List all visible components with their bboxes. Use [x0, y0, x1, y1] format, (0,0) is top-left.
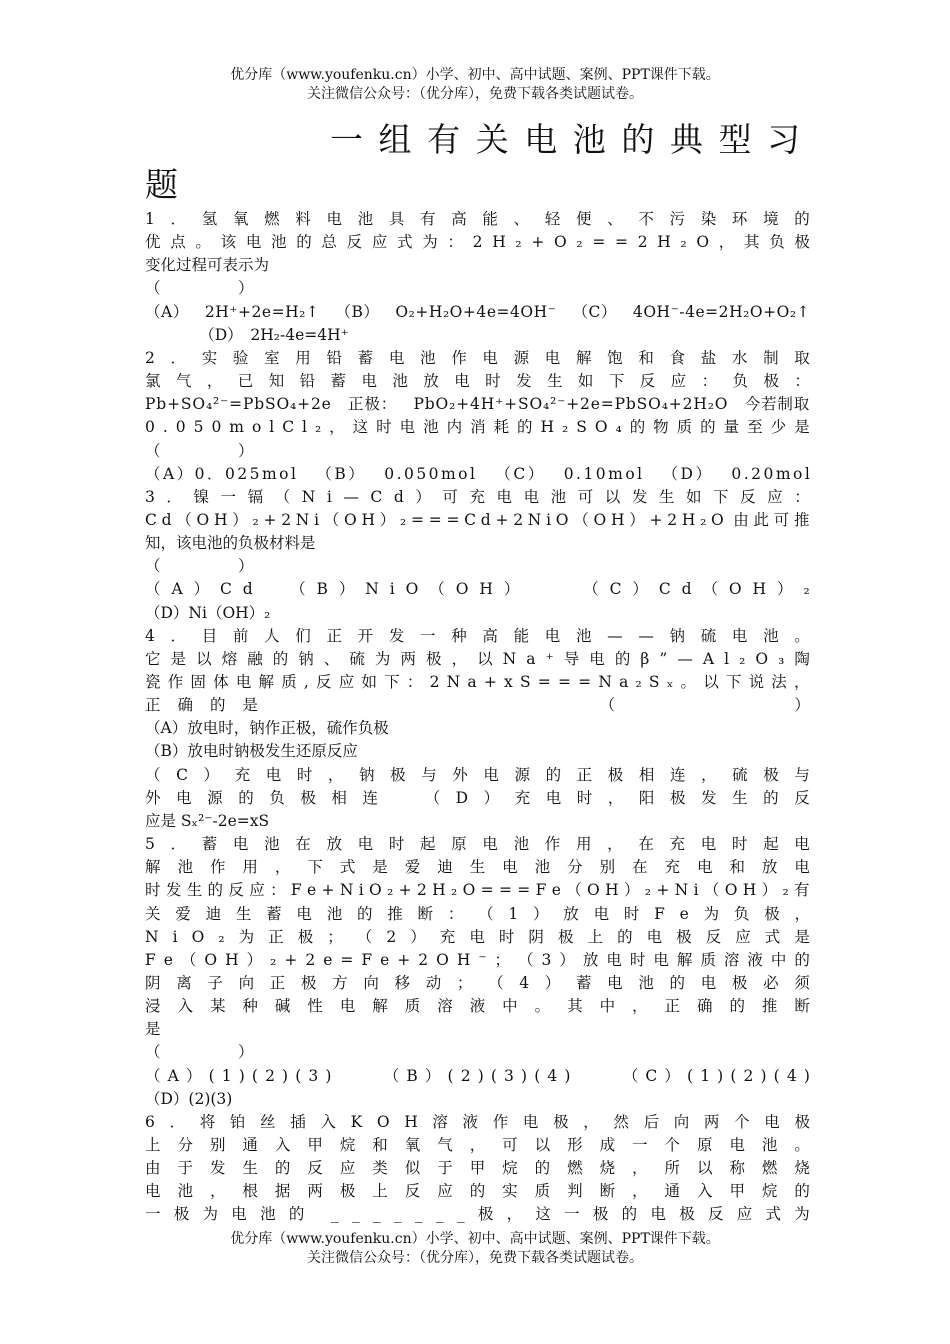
text-line: N i O ₂ 为 正 极 ； （ 2 ） 充 电 时 阴 极 上 的 电 极 反 应 式 是 — [145, 927, 810, 946]
text-line: 1 ． 氢 氧 燃 料 电 池 具 有 高 能 、 轻 便 、 不 污 染 环 境 的 — [145, 210, 810, 228]
text-line: 电 池 ， 根 据 两 极 上 反 应 的 实 质 判 断 ， 通 入 甲 烷 的 — [145, 1182, 810, 1201]
text-line: 6 ． 将 铂 丝 插 入 K O H 溶 液 作 电 极 ， 然 后 向 两 个 电 极 — [145, 1112, 810, 1131]
text-line: 浸 入 某 种 碱 性 电 解 质 溶 液 中 。 其 中 ， 正 确 的 推 断 — [145, 997, 810, 1016]
text-line: 是 — [145, 1020, 161, 1039]
text-line: 关 爱 迪 生 蓄 电 池 的 推 断 ： （ 1 ） 放 电 时 F e 为 负 极 ， — [145, 904, 810, 923]
text-line: （ ） — [145, 1043, 254, 1062]
text-line: 解 池 作 用 ， 下 式 是 爱 迪 生 电 池 分 别 在 充 电 和 放 电 — [145, 858, 810, 877]
text-line: （ A ） C d （ B ） N i O （ O H ） （ C ） C d （ O H ） ₂ — [145, 580, 810, 599]
text-line: 4 ． 目 前 人 们 正 开 发 一 种 高 能 电 池 — — 钠 硫 电 池 。 — [145, 626, 810, 645]
text-line: 0 . 0 5 0 m o l C l ₂ ， 这 时 电 池 内 消 耗 的 H ₂ S O ₄ 的 物 质 的 量 至 少 是 — [145, 418, 810, 437]
header-line-2: 关注微信公众号：（优分库），免费下载各类试题试卷。 — [307, 86, 643, 102]
text-line: F e （ O H ） ₂ + 2 e = F e + 2 O H ⁻ ； （ 3 ） 放 电 时 电 解 质 溶 液 中 的 — [145, 950, 810, 969]
text-line: （D） 2H₂-4e=4H⁺ — [145, 325, 349, 344]
text-line: 2 ． 实 验 室 用 铅 蓄 电 池 作 电 源 电 解 饱 和 食 盐 水 制 取 — [145, 348, 810, 367]
text-line: （A）放电时，钠作正极，硫作负极 — [145, 719, 389, 738]
text-line: 知，该电池的负极材料是 — [145, 534, 316, 553]
text-line: 正 确 的 是 （ ） — [145, 696, 810, 715]
text-line: （ C ） 充 电 时 ， 钠 极 与 外 电 源 的 正 极 相 连 ， 硫 极 与 — [145, 765, 810, 784]
text-line: （ ） — [145, 557, 254, 576]
text-line: 3 ． 镍 一 镉 （ N i — C d ） 可 充 电 电 池 可 以 发 生 如 下 反 应 ： — [145, 487, 810, 506]
text-line: 优 点 。 该 电 池 的 总 反 应 式 为 ： 2 H ₂ + O ₂ = = 2 H ₂ O ， 其 负 极 — [145, 233, 810, 252]
text-line: （ ） — [145, 279, 254, 298]
text-line: 5 ． 蓄 电 池 在 放 电 时 起 原 电 池 作 用 ， 在 充 电 时 起 电 — [145, 835, 810, 854]
header-bottom — [0, 1230, 950, 1268]
header-top — [0, 66, 950, 104]
text-line: （B）放电时钠极发生还原反应 — [145, 742, 358, 761]
text-line: 上 分 别 通 入 甲 烷 和 氧 气 ， 可 以 形 成 一 个 原 电 池 。 — [145, 1136, 810, 1154]
text-line: （ A ） 0 ． 0 2 5 m o l （ B ） 0 . 0 5 0 m o l （ C ） 0 . 1 0 m o l （ D ） 0 . 2 0 m o l — [145, 464, 810, 483]
header-line-1: 优分库（www.youfenku.cn）小学、初中、高中试题、案例、PPT课件下载。 — [230, 67, 720, 83]
footer-line-1: 优分库（www.youfenku.cn）小学、初中、高中试题、案例、PPT课件下载。 — [230, 1231, 720, 1247]
text-line: （ ） — [145, 441, 254, 460]
text-line: 它 是 以 熔 融 的 钠 、 硫 为 两 极 ， 以 N a ⁺ 导 电 的 β ” — A l ₂ O ₃ 陶 — [145, 649, 810, 668]
text-line: P b + S O ₄ ² ⁻ = P b S O ₄ + 2 e 正 极 ： P b O ₂ + 4 H ⁺ + S O ₄ ² ⁻ + 2 e = P b S O ₄ + 2 H ₂ O 今 若 制 取 — [145, 395, 810, 414]
text-line: 阴 离 子 向 正 极 方 向 移 动 ； （ 4 ） 蓄 电 池 的 电 极 必 须 — [145, 973, 810, 992]
text-line: 外 电 源 的 负 极 相 连 （ D ） 充 电 时 ， 阳 极 发 生 的 反 — [145, 788, 810, 807]
page-title: 一组有关电池的典型习 — [330, 120, 800, 159]
text-line: （ A ） ( 1 ) ( 2 ) ( 3 ) （ B ） ( 2 ) ( 3 ) ( 4 ) （ C ） ( 1 ) ( 2 ) ( 4 ) — [145, 1066, 810, 1085]
text-line: 变化过程可表示为 — [145, 256, 270, 275]
text-line: 一 极 为 电 池 的 _ _ _ _ _ _ _ 极 ， 这 一 极 的 电 极 反 应 式 为 — [145, 1205, 810, 1224]
footer-line-2: 关注微信公众号：（优分库），免费下载各类试题试卷。 — [307, 1250, 643, 1266]
text-line: 氯 气 ， 已 知 铅 蓄 电 池 放 电 时 发 生 如 下 反 应 ： 负 极 ： — [145, 372, 810, 391]
text-line: 瓷 作 固 体 电 解 质 , 反 应 如 下 ： 2 N a + x S = = = N a ₂ S ₓ 。 以 下 说 法 ， — [145, 673, 810, 691]
text-line: C d （ O H ） ₂ + 2 N i （ O H ） ₂ = = = C d + 2 N i O （ O H ） + 2 H ₂ O 由 此 可 推 — [145, 510, 810, 529]
text-line: （ A ） 2 H ⁺ + 2 e = H ₂ ↑ （ B ） O ₂ + H ₂ O + 4 e = 4 O H ⁻ （ C ） 4 O H ⁻ - 4 e = 2 H ₂ O + O ₂ ↑ — [145, 302, 810, 321]
text-line: 由 于 发 生 的 反 应 类 似 于 甲 烷 的 燃 烧 ， 所 以 称 燃 烧 — [145, 1159, 810, 1178]
text-line: 时 发 生 的 反 应 ： F e + N i O ₂ + 2 H ₂ O = = = F e （ O H ） ₂ + N i （ O H ） ₂ 有 — [145, 881, 810, 900]
text-line: 应是 Sₓ²⁻-2e=xS — [145, 811, 270, 830]
text-line: （D）(2)(3) — [145, 1089, 233, 1108]
page-title-continued: 题 — [145, 165, 178, 204]
text-line: （D）Ni（OH）₂ — [145, 603, 271, 622]
